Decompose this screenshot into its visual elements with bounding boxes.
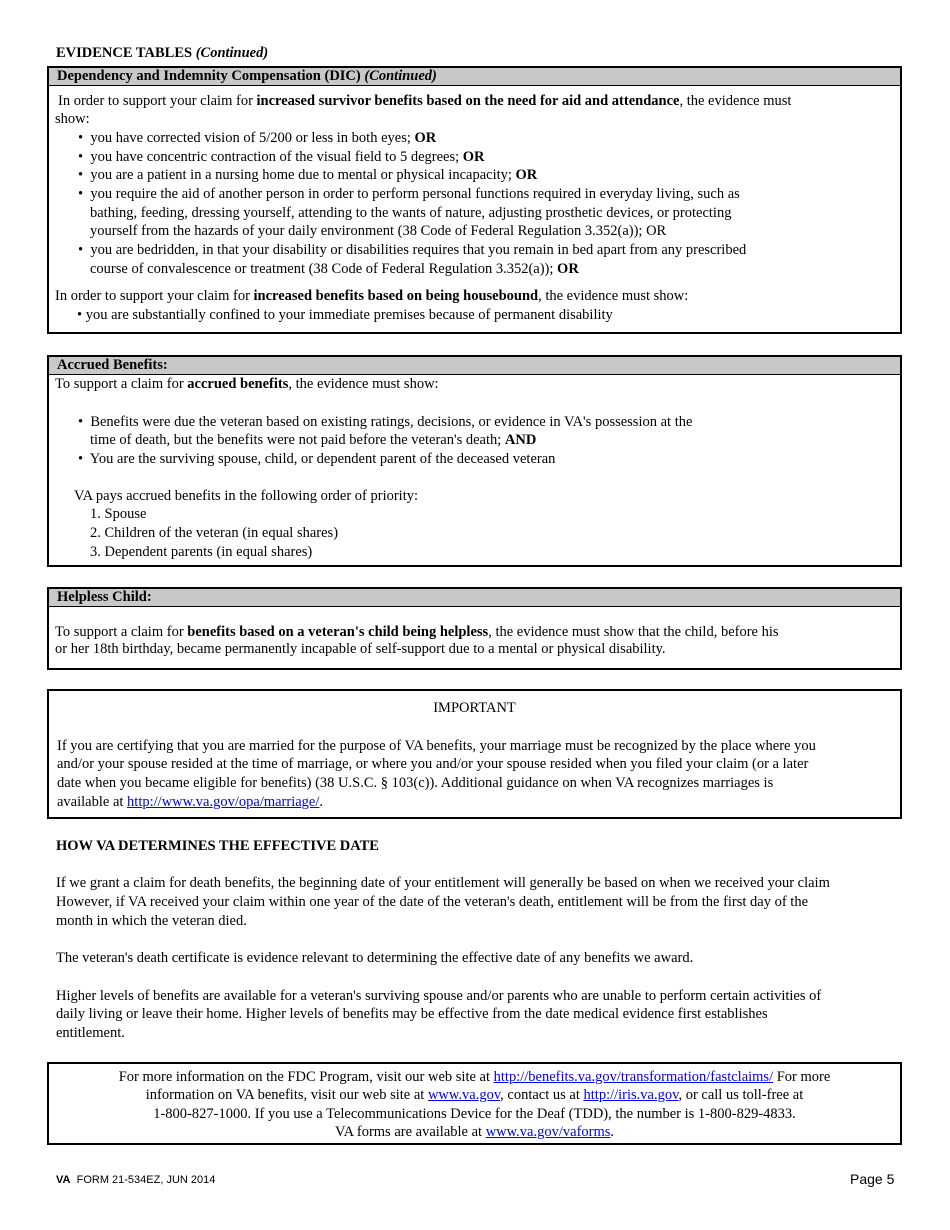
accrued-intro <box>55 375 439 394</box>
fastclaims-link[interactable]: http://benefits.va.gov/transformation/fastclaims/ <box>493 1069 774 1085</box>
dic-bullet-3-or: OR <box>515 167 538 183</box>
info-line2-end: , or call us toll-free at <box>678 1087 804 1103</box>
important-line4 <box>57 793 323 812</box>
accrued-intro-bold: accrued benefits <box>187 376 289 392</box>
dic-bullet-1: • you have corrected vision of 5/200 or less in both eyes; OR <box>78 130 437 146</box>
dic-bullet-4: • you require the aid of another person in order to perform personal functions required in everyday living, such as <box>78 186 740 202</box>
iris-link[interactable]: http://iris.va.gov <box>583 1087 679 1103</box>
effective-p1-line1: If we grant a claim for death benefits, the beginning date of your entitlement will generally be based on when we received your claim <box>56 875 830 891</box>
info-line2-mid: , contact us at <box>500 1087 584 1103</box>
dic-bullet-2: • you have concentric contraction of the visual field to 5 degrees; OR <box>78 149 485 165</box>
info-line4-text: VA forms are available at <box>334 1124 486 1140</box>
effective-p1-line3: month in which the veteran died. <box>56 913 247 929</box>
dic-housebound <box>55 287 688 306</box>
accrued-priority-2: 2. Children of the veteran (in equal shares) <box>90 525 339 541</box>
page-heading <box>56 44 268 63</box>
dic-housebound-end: , the evidence must show: <box>538 288 689 304</box>
dic-header-continued: (Continued) <box>364 68 437 84</box>
dic-bullet-5: • you are bedridden, in that your disability or disabilities requires that you remain in bed apart from any prescribed <box>78 242 747 258</box>
important-line4-text: available at <box>57 794 128 810</box>
accrued-intro-end: , the evidence must show: <box>288 376 439 392</box>
accrued-bullet-1: • Benefits were due the veteran based on existing ratings, decisions, or evidence in VA's possession at the <box>78 414 693 430</box>
dic-bullet-4-line3: yourself from the hazards of your daily environment (38 Code of Federal Regulation 3.352(a)); OR <box>90 223 667 239</box>
dic-bullet-5-line1: you are bedridden, in that your disability or disabilities requires that you remain in bed apart from any prescribed <box>90 242 747 258</box>
accrued-header: Accrued Benefits: <box>49 357 900 375</box>
important-title: IMPORTANT <box>433 700 516 716</box>
dic-housebound-text: In order to support your claim for <box>55 288 254 304</box>
effective-p3-line2: daily living or leave their home. Higher levels of benefits may be effective from the date medical evidence first establishes <box>56 1006 768 1022</box>
dic-bullet-2-text: you have concentric contraction of the visual field to 5 degrees; <box>90 149 463 165</box>
helpless-text-post: , the evidence must show that the child, before his <box>488 624 779 640</box>
effective-p1-line2: However, if VA received your claim within one year of the date of the veteran's death, entitlement will be from the first day of the <box>56 894 809 910</box>
form-footer <box>56 1171 215 1190</box>
helpless-text-line2: or her 18th birthday, became permanently incapable of self-support due to a mental or physical disability. <box>55 641 666 657</box>
accrued-bullet-1-line2: time of death, but the benefits were not paid before the veteran's death; <box>90 432 505 448</box>
dic-bullet-1-text: you have corrected vision of 5/200 or less in both eyes; <box>90 130 415 146</box>
effective-p3-line3: entitlement. <box>56 1025 125 1041</box>
accrued-bullet-2: • You are the surviving spouse, child, or dependent parent of the deceased veteran <box>78 451 556 467</box>
info-line2-text: information on VA benefits, visit our web site at <box>145 1087 428 1103</box>
dic-intro-line2: show: <box>55 111 90 127</box>
dic-bullet-4-line2: bathing, feeding, dressing yourself, attending to the wants of nature, adjusting prosthetic devices, or protecting <box>90 205 732 221</box>
effective-p2: The veteran's death certificate is evidence relevant to determining the effective date of any benefits we award. <box>56 950 694 966</box>
dic-bullet-3-text: you are a patient in a nursing home due to mental or physical incapacity; <box>90 167 516 183</box>
dic-header <box>49 68 900 86</box>
page-number: Page 5 <box>850 1171 895 1187</box>
footer-form-number: FORM 21-534EZ, JUN 2014 <box>76 1174 216 1186</box>
helpless-text <box>55 623 779 642</box>
important-line3: date when you became eligible for benefits) (38 U.S.C. § 103(c)). Additional guidance on when VA recognizes marriages is <box>57 775 774 791</box>
accrued-bullet-1-and: AND <box>504 432 537 448</box>
dic-intro-text: In order to support your claim for <box>58 93 257 109</box>
vaforms-link[interactable]: www.va.gov/vaforms <box>485 1124 611 1140</box>
accrued-priority-1: 1. Spouse <box>90 506 147 522</box>
accrued-bullet-1-line1: Benefits were due the veteran based on existing ratings, decisions, or evidence in VA's possession at the <box>90 414 693 430</box>
dic-intro-bold: increased survivor benefits based on the need for aid and attendance <box>256 93 680 109</box>
accrued-bullet-1-cont <box>90 431 536 450</box>
dic-header-title: Dependency and Indemnity Compensation (DIC) <box>57 68 361 84</box>
dic-intro <box>58 92 791 111</box>
dic-bullet-5-line2: course of convalescence or treatment (38 Code of Federal Regulation 3.352(a)); <box>90 261 558 277</box>
heading-title: EVIDENCE TABLES <box>56 45 193 61</box>
info-section <box>47 1062 902 1145</box>
dic-bullet-3: • you are a patient in a nursing home due to mental or physical incapacity; OR <box>78 167 538 183</box>
info-line4 <box>49 1123 900 1142</box>
heading-continued: (Continued) <box>195 45 269 61</box>
helpless-text-pre: To support a claim for <box>55 624 188 640</box>
important-line1: If you are certifying that you are married for the purpose of VA benefits, your marriage must be recognized by the place where you <box>57 738 816 754</box>
marriage-link[interactable]: http://www.va.gov/opa/marriage/ <box>127 794 320 810</box>
dic-bullet-2-or: OR <box>462 149 485 165</box>
dic-bullet-5-cont <box>90 260 579 279</box>
accrued-intro-text: To support a claim for <box>55 376 188 392</box>
info-line2 <box>49 1086 900 1105</box>
effective-p3-line1: Higher levels of benefits are available for a veteran's surviving spouse and/or parents who are unable to perform certain activities of <box>56 988 822 1004</box>
important-line4-end: . <box>319 794 324 810</box>
dic-housebound-bullet: • you are substantially confined to your immediate premises because of permanent disability <box>77 307 613 323</box>
dic-housebound-bold: increased benefits based on being housebound <box>253 288 539 304</box>
footer-va: VA <box>56 1174 71 1186</box>
accrued-section <box>47 355 902 567</box>
dic-section <box>47 66 902 334</box>
accrued-bullet-2-text: You are the surviving spouse, child, or dependent parent of the deceased veteran <box>89 451 556 467</box>
info-line1-text: For more information on the FDC Program, visit our web site at <box>118 1069 494 1085</box>
important-section <box>47 689 902 819</box>
dic-bullet-1-or: OR <box>414 130 437 146</box>
accrued-priority-intro: VA pays accrued benefits in the following order of priority: <box>74 488 419 504</box>
accrued-priority-3: 3. Dependent parents (in equal shares) <box>90 544 313 560</box>
info-line1 <box>49 1068 900 1087</box>
va-gov-link[interactable]: www.va.gov <box>427 1087 501 1103</box>
dic-bullet-4-line1: you require the aid of another person in order to perform personal functions required in everyday living, such as <box>90 186 740 202</box>
info-line1-end: For more <box>773 1069 831 1085</box>
effective-date-heading: HOW VA DETERMINES THE EFFECTIVE DATE <box>56 838 379 854</box>
dic-intro-end: , the evidence must <box>679 93 792 109</box>
dic-bullet-5-or: OR <box>557 261 579 277</box>
helpless-header: Helpless Child: <box>49 589 900 607</box>
info-line3: 1-800-827-1000. If you use a Telecommunications Device for the Deaf (TDD), the number is 1-800-829-4833. <box>153 1106 796 1122</box>
info-line4-end: . <box>610 1124 615 1140</box>
important-line2: and/or your spouse resided at the time of marriage, or where you and/or your spouse resided when you filed your claim (or a later <box>57 756 809 772</box>
helpless-text-bold: benefits based on a veteran's child being helpless <box>187 624 489 640</box>
helpless-section <box>47 587 902 670</box>
